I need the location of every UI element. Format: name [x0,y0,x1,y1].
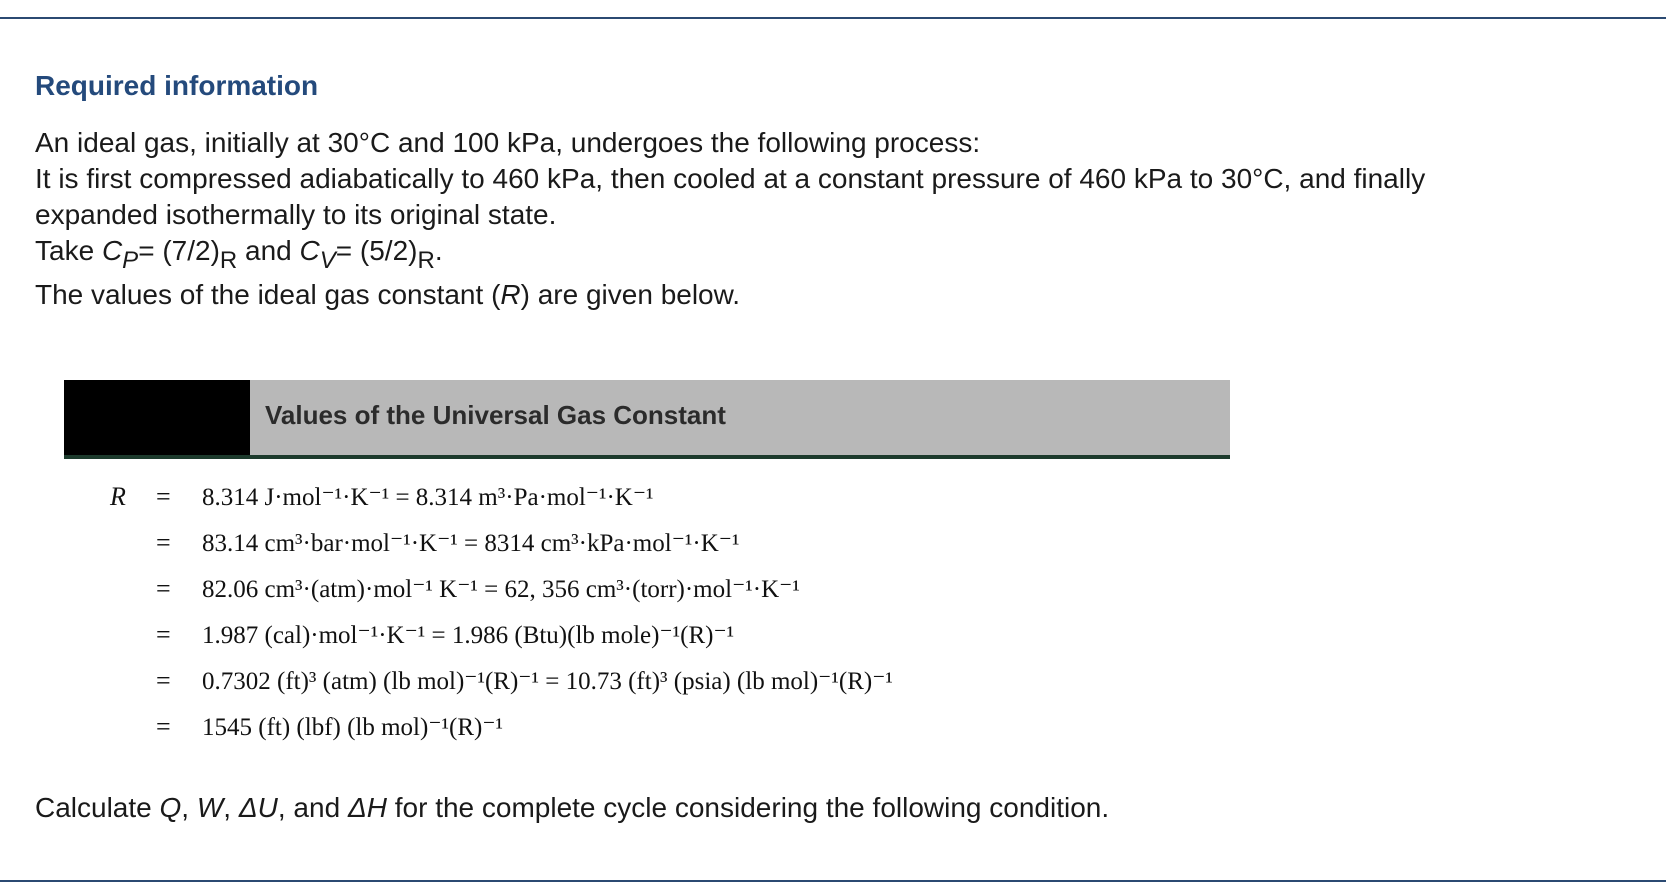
cv-value: = (5/2) [335,235,418,266]
question-text [35,790,1109,826]
equals-sign: = [156,712,171,741]
equals-sign: = [156,666,171,695]
top-divider [0,17,1666,19]
take-text: Take [35,235,102,266]
problem-line-2: It is first compressed adiabatically to 460 kPa, then cooled at a constant pressure of 460 kPa to 30°C, and finally [35,163,1426,194]
question-suffix: for the complete cycle considering the following condition. [386,792,1110,823]
gas-constant-value: 8.314 J·mol⁻¹·K⁻¹ = 8.314 m³·Pa·mol⁻¹·K⁻¹ [202,484,654,511]
equals-sign: = [156,574,171,603]
cp-r-subscript: R [219,247,238,274]
separator: , [223,792,239,823]
r-symbol: R [110,482,126,511]
gas-constant-intro [35,277,740,313]
gas-constant-value: 83.14 cm³·bar·mol⁻¹·K⁻¹ = 8314 cm³·kPa·mol⁻¹·K⁻¹ [202,530,740,557]
bottom-divider [0,880,1666,882]
period: . [434,235,443,266]
delta-h-symbol: ΔH [347,792,387,823]
table-header-rule [64,455,1230,459]
equals-sign: = [156,528,171,557]
cv-subscript: V [319,247,336,274]
separator: , and [277,792,348,823]
table-title: Values of the Universal Gas Constant [265,400,726,430]
cp-subscript: P [122,247,139,274]
gas-constant-table-header [64,380,1230,456]
q-symbol: Q [159,792,182,823]
r-intro-prefix: The values of the ideal gas constant ( [35,279,501,310]
section-heading: Required information [35,70,319,101]
gas-constant-value: 0.7302 (ft)³ (atm) (lb mol)⁻¹(R)⁻¹ = 10.73 (ft)³ (psia) (lb mol)⁻¹(R)⁻¹ [202,668,893,695]
separator: , [181,792,197,823]
problem-line-1: An ideal gas, initially at 30°C and 100 kPa, undergoes the following process: [35,127,981,158]
gas-constant-value: 82.06 cm³·(atm)·mol⁻¹ K⁻¹ = 62, 356 cm³·(torr)·mol⁻¹·K⁻¹ [202,576,800,603]
cp-symbol: C [101,235,123,266]
r-intro-suffix: ) are given below. [520,279,741,310]
heat-capacity-statement [35,233,443,274]
gas-constant-value: 1545 (ft) (lbf) (lb mol)⁻¹(R)⁻¹ [202,714,504,741]
question-prefix: Calculate [35,792,160,823]
equals-sign: = [156,482,171,511]
and-text: and [237,235,300,266]
cv-symbol: C [299,235,320,266]
table-header-black-block [64,380,250,456]
r-symbol-inline: R [500,279,521,310]
equals-sign: = [156,620,171,649]
gas-constant-value: 1.987 (cal)·mol⁻¹·K⁻¹ = 1.986 (Btu)(lb mole)⁻¹(R)⁻¹ [202,622,735,649]
cv-r-subscript: R [417,247,435,274]
problem-line-3: expanded isothermally to its original state. [35,199,557,230]
w-symbol: W [196,792,224,823]
delta-u-symbol: ΔU [238,792,278,823]
cp-value: = (7/2) [138,235,220,266]
